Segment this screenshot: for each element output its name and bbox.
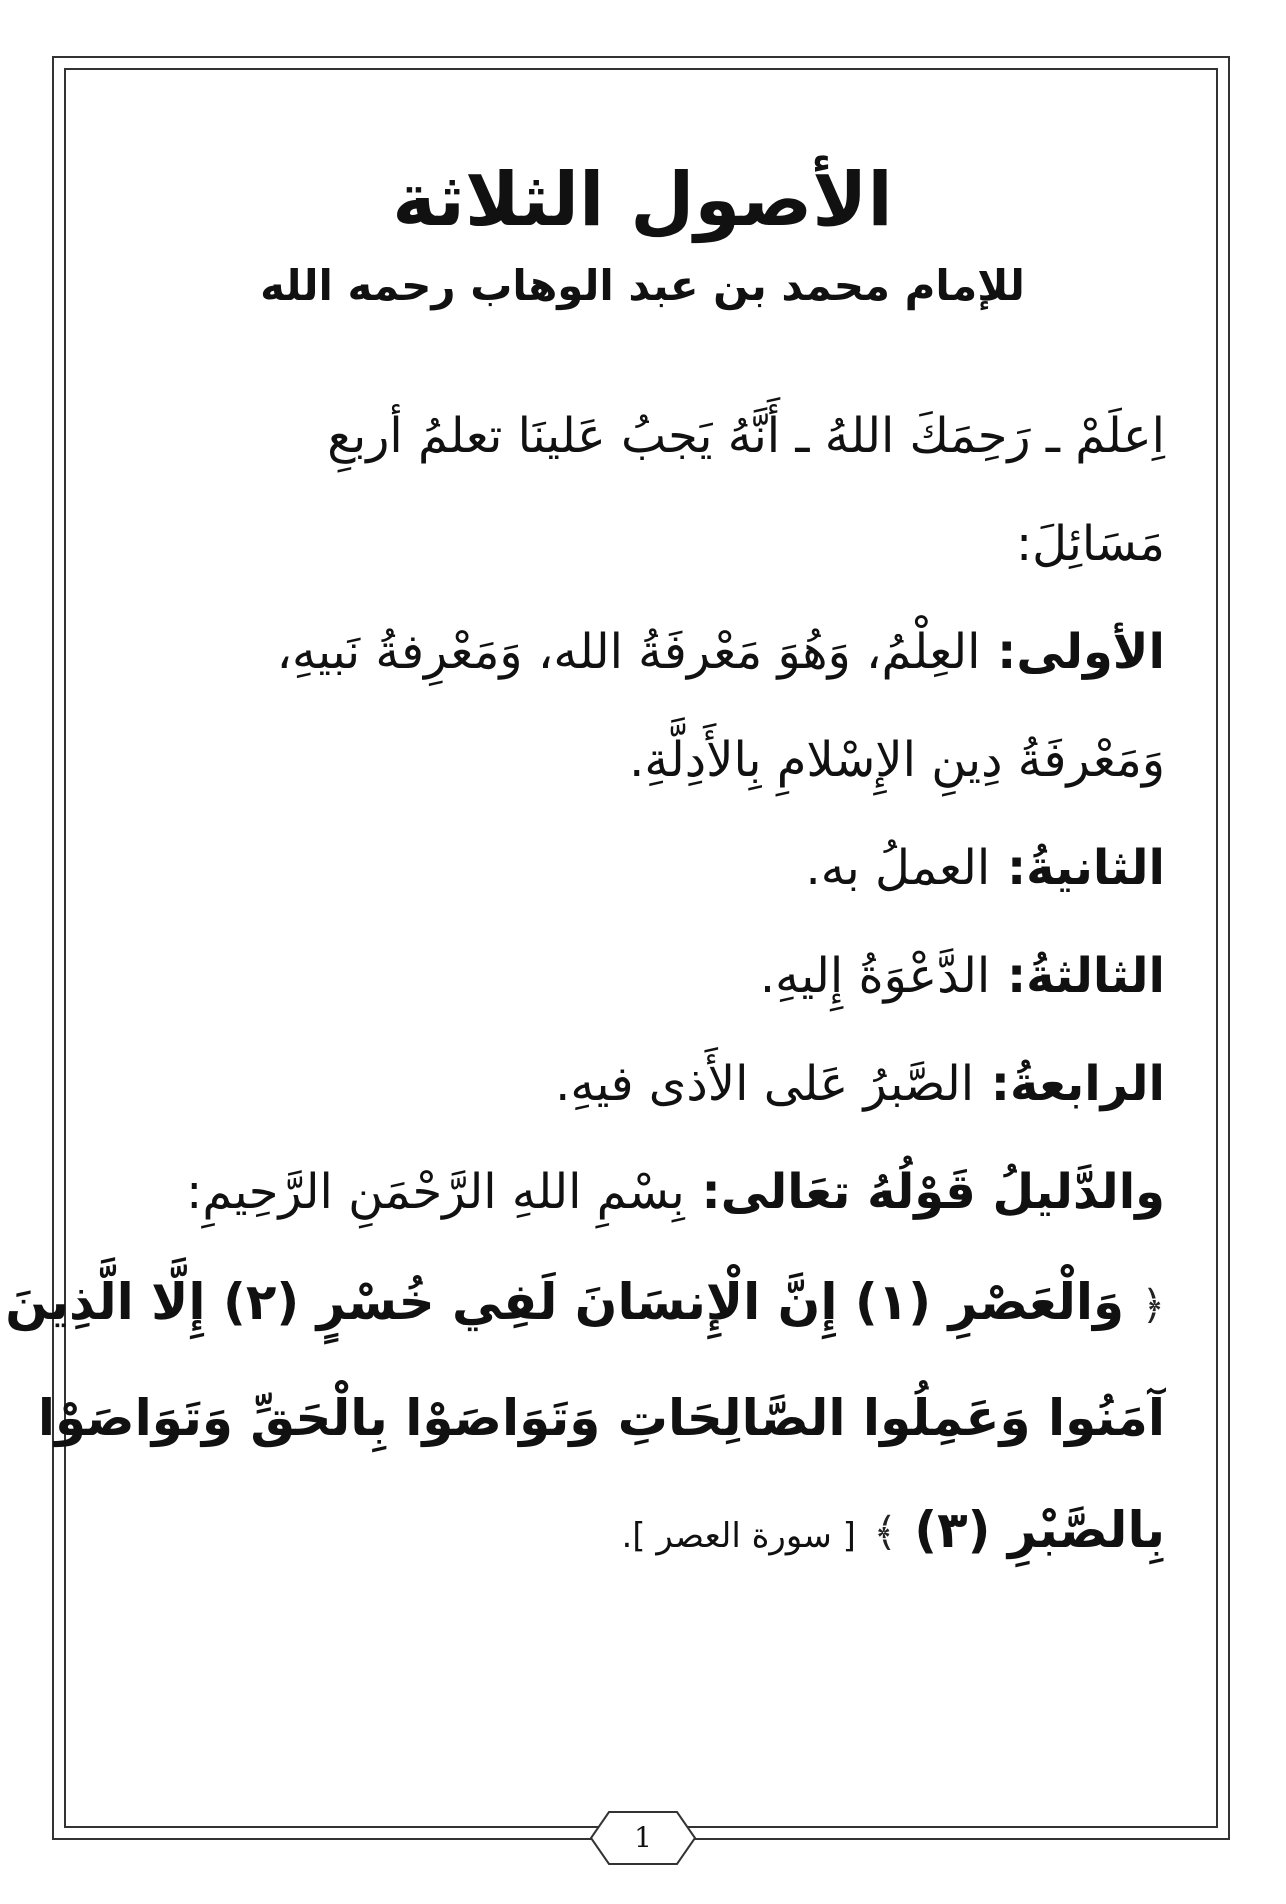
issue-fourth (120, 1030, 1165, 1138)
page-title: الأصول الثلاثة (392, 157, 893, 243)
evidence-label: والدَّليلُ قَوْلُهُ تعَالى (720, 1164, 1165, 1220)
page-content (5, 150, 1165, 1592)
issue-fourth-text: الصَّبرُ عَلى الأَذى فيهِ. (555, 1056, 975, 1112)
quran-text-1: وَالْعَصْرِ (١) إِنَّ الْإِنسَانَ لَفِي خُسْرٍ (٢) إِلَّا الَّذِينَ (5, 1273, 1125, 1331)
issue-third (120, 922, 1165, 1030)
issue-first-separator: : (980, 624, 1017, 680)
quran-text-3: بِالصَّبْرِ (٣) (914, 1500, 1165, 1559)
issue-fourth-label: الرابعةُ (1009, 1056, 1165, 1112)
quran-open-bracket-icon: ﴿ (1141, 1282, 1165, 1329)
issue-third-separator: : (990, 948, 1027, 1004)
quran-line-1 (5, 1246, 1165, 1362)
surah-reference: [ سورة العصر ]. (621, 1515, 856, 1556)
issue-second-label: الثانيةُ (1026, 840, 1165, 896)
issue-first-label: الأولى (1016, 624, 1165, 680)
quran-line-3 (120, 1474, 1165, 1592)
basmala: بِسْمِ اللهِ الرَّحْمَنِ الرَّحِيمِ: (186, 1164, 685, 1220)
issue-third-label: الثالثةُ (1026, 948, 1165, 1004)
issue-first-continuation: وَمَعْرفَةُ دِينِ الإِسْلامِ بِالأَدِلَّةِ. (629, 732, 1165, 788)
intro-line-2: مَسَائِلَ: (1015, 516, 1165, 572)
quran-close-bracket-icon: ﴾ (873, 1510, 897, 1556)
evidence-line (120, 1138, 1165, 1246)
page-number-badge (587, 1808, 699, 1868)
issue-fourth-separator: : (974, 1056, 1010, 1112)
evidence-separator: : (684, 1164, 721, 1220)
intro-line-1: اِعلَمْ ـ رَحِمَكَ اللهُ ـ أَنَّهُ يَجبُ عَلينَا تعلمُ أربعِ (327, 408, 1165, 464)
quran-line-2: آمَنُوا وَعَمِلُوا الصَّالِحَاتِ وَتَوَاصَوْا بِالْحَقِّ وَتَوَاصَوْا (37, 1388, 1165, 1447)
issue-second-separator: : (990, 840, 1027, 896)
issue-first-text: العِلْمُ، وَهُوَ مَعْرفَةُ الله، وَمَعْرِفةُ نَبيهِ، (276, 624, 981, 680)
page-subtitle: للإمام محمد بن عبد الوهاب رحمه الله (260, 261, 1025, 310)
issue-second (120, 814, 1165, 922)
issue-third-text: الدَّعْوَةُ إِليهِ. (759, 948, 991, 1004)
page-number: 1 (634, 1821, 652, 1854)
issue-second-text: العملُ به. (805, 840, 991, 896)
issue-first (120, 598, 1165, 706)
